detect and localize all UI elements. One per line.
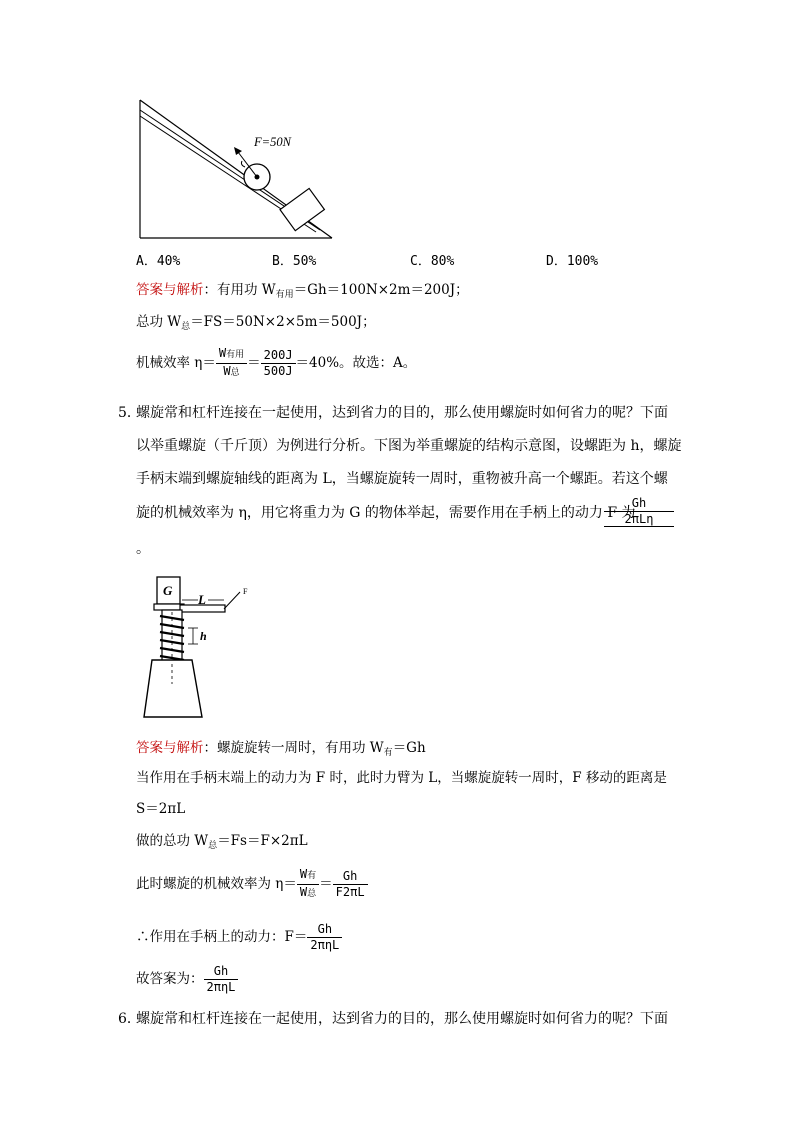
q6-number: 6．	[118, 1011, 141, 1027]
q5-line-2: 以举重螺旋（千斤顶）为例进行分析。下图为举重螺旋的结构示意图，设螺距为 h，螺旋	[136, 438, 682, 454]
option-b: B．50%	[272, 254, 317, 269]
efficiency-fraction: $\frac{\text{W有用}}{\text{W总}}$	[216, 346, 247, 381]
option-c: C．80%	[410, 254, 455, 269]
weight-label: G	[163, 583, 173, 598]
q5-line-4: 旋的机械效率为 η，用它将重力为 G 的物体举起，需要作用在手柄上的动力 F 为	[136, 505, 636, 521]
q5-line-5: 。	[136, 541, 150, 557]
q5-answer-line-6: ∴作用在手柄上的动力：F＝ $\frac{Gh}{\text{2πηL}}$	[136, 922, 342, 953]
force-f-label: F	[243, 587, 248, 596]
q5-line-1: 螺旋常和杠杆连接在一起使用，达到省力的目的，那么使用螺旋时如何省力的呢？下面	[136, 405, 668, 421]
answer-label: 答案与解析	[136, 282, 204, 298]
q4-answer-line-3: 机械效率 η＝ $\frac{\text{W有用}}{\text{W总}}$ ＝ $\frac{200J}{500J}$ ＝40%。故选：A。	[136, 346, 416, 381]
q4-answer-line-1: 答案与解析：有用功 $W_{有用}=Gh=100N\times 2m=200J$；	[136, 282, 469, 300]
incline-pulley-figure	[130, 95, 340, 245]
q5-answer-line-1: 答案与解析：螺旋旋转一周时，有用功 $W_有=Gh$	[136, 740, 426, 758]
q5-answer-blank: $\frac{Gh}{\text{2πLη}}$	[604, 496, 674, 527]
pitch-label: h	[200, 629, 207, 643]
value-fraction: $\frac{200J}{500J}$	[261, 348, 296, 379]
q5-answer-line-2: 当作用在手柄末端上的动力为 F 时，此时力臂为 L，当螺旋旋转一周时，F 移动的距离是	[136, 770, 667, 786]
screw-jack-figure	[140, 572, 270, 724]
q5-answer-line-3: S＝2πL	[136, 801, 186, 817]
q4-answer-line-2: 总功 $W_总=FS=50N\times 2\times 5m=500J$；	[136, 314, 376, 332]
q5-answer-line-4: 做的总功 $W_总=Fs=F\times 2\pi L$	[136, 833, 308, 851]
force-label: F=50N	[254, 135, 291, 149]
q6-line-1: 螺旋常和杠杆连接在一起使用，达到省力的目的，那么使用螺旋时如何省力的呢？下面	[136, 1011, 668, 1027]
q5-answer-line-7: 故答案为： $\frac{Gh}{\text{2πηL}}$	[136, 964, 238, 995]
q5-line-3: 手柄末端到螺旋轴线的距离为 L，当螺旋旋转一周时，重物被升高一个螺距。若这个螺	[136, 471, 668, 487]
q5-number: 5．	[118, 405, 141, 421]
length-label: L	[198, 592, 206, 607]
option-d: D．100%	[546, 254, 599, 269]
option-a: A．40%	[136, 254, 181, 269]
answer-label-2: 答案与解析	[136, 740, 204, 756]
q5-answer-line-5: 此时螺旋的机械效率为 η＝ $\frac{\text{W有}}{\text{W总}}$ ＝ $\frac{Gh}{F2\pi L}$	[136, 867, 368, 902]
